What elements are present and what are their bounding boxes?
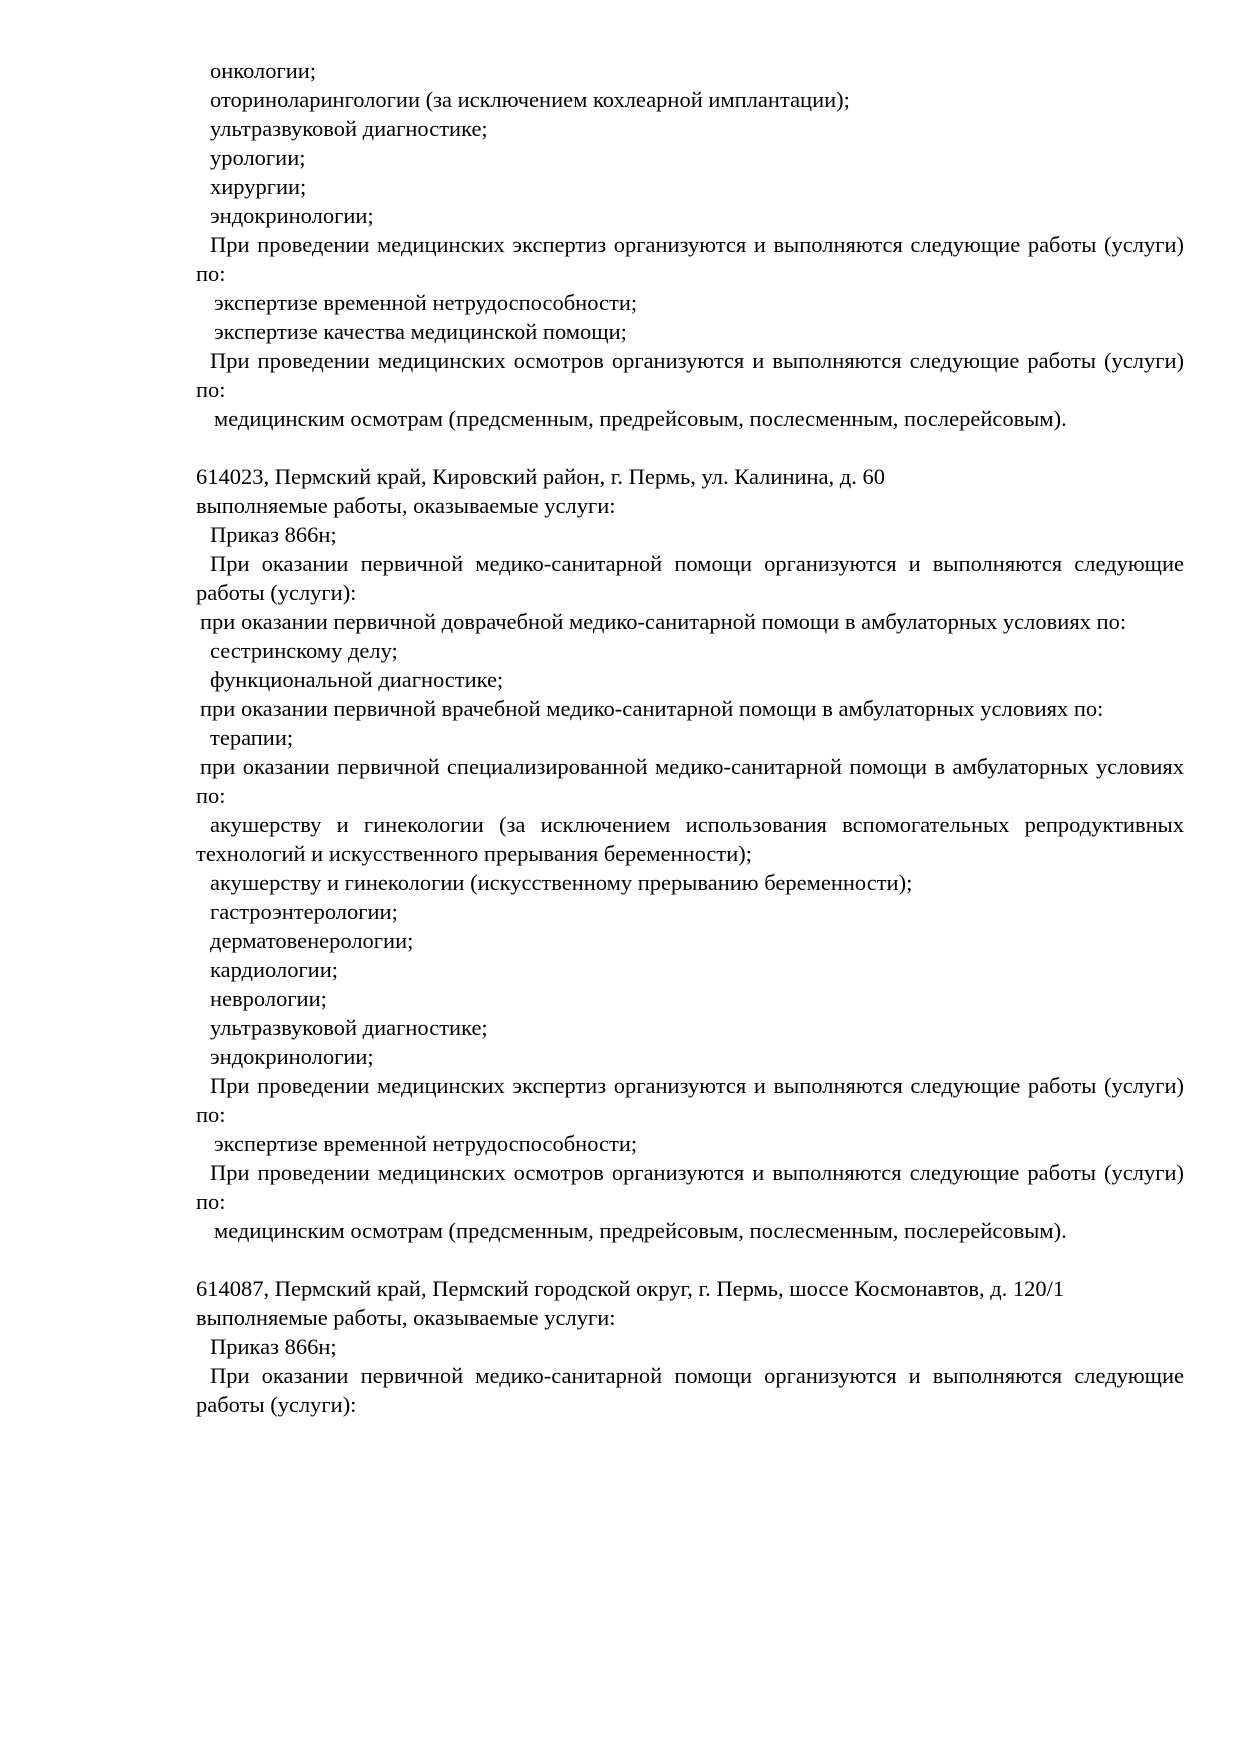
service-group-heading: при оказании первичной врачебной медико-санитарной помощи в амбулаторных условиях по: xyxy=(200,696,1104,721)
service-item: акушерству и гинекологии (за исключением использования вспомогательных репродуктивных технологий и искусственного прерывания беременности); xyxy=(196,812,1184,866)
address-line: 614087, Пермский край, Пермский городской округ, г. Пермь, шоссе Космонавтов, д. 120/1 xyxy=(196,1276,1065,1301)
service-item: эндокринологии; xyxy=(210,203,374,228)
service-item: ультразвуковой диагностике; xyxy=(210,1015,488,1040)
section-paragraph: При оказании первичной медико-санитарной помощи организуются и выполняются следующие работы (услуги): xyxy=(196,1363,1184,1417)
blank-line xyxy=(196,1245,1184,1274)
service-subitem: медицинским осмотрам (предсменным, предрейсовым, послесменным, послерейсовым). xyxy=(214,406,1067,431)
service-item: терапии; xyxy=(210,725,294,750)
service-item: кардиологии; xyxy=(210,957,339,982)
service-group-heading: при оказании первичной доврачебной медико-санитарной помощи в амбулаторных условиях по: xyxy=(200,609,1127,634)
service-subitem: экспертизе временной нетрудоспособности; xyxy=(214,1131,638,1156)
blank-line xyxy=(196,433,1184,462)
service-subitem: экспертизе временной нетрудоспособности; xyxy=(214,290,638,315)
service-item: онкологии; xyxy=(210,58,317,83)
section-paragraph: При проведении медицинских экспертиз организуются и выполняются следующие работы (услуги) по: xyxy=(196,232,1184,286)
service-item: функциональной диагностике; xyxy=(210,667,504,692)
section-paragraph: При проведении медицинских осмотров организуются и выполняются следующие работы (услуги) по: xyxy=(196,1160,1184,1214)
address-line: 614023, Пермский край, Кировский район, г. Пермь, ул. Калинина, д. 60 xyxy=(196,464,885,489)
service-item: хирургии; xyxy=(210,174,307,199)
service-item: ультразвуковой диагностике; xyxy=(210,116,488,141)
service-item: акушерству и гинекологии (искусственному прерыванию беременности); xyxy=(210,870,913,895)
service-item: оториноларингологии (за исключением кохлеарной имплантации); xyxy=(210,87,850,112)
service-item: неврологии; xyxy=(210,986,327,1011)
service-item: дерматовенерологии; xyxy=(210,928,414,953)
order-reference-line: Приказ 866н; xyxy=(210,522,337,547)
service-subitem: экспертизе качества медицинской помощи; xyxy=(214,319,627,344)
service-item: сестринскому делу; xyxy=(210,638,398,663)
works-services-label: выполняемые работы, оказываемые услуги: xyxy=(196,1305,616,1330)
service-group-heading: при оказании первичной специализированной медико-санитарной помощи в амбулаторных условиях по: xyxy=(196,754,1184,808)
document-body xyxy=(196,56,1184,1419)
service-item: урологии; xyxy=(210,145,306,170)
section-paragraph: При оказании первичной медико-санитарной помощи организуются и выполняются следующие работы (услуги): xyxy=(196,551,1184,605)
order-reference-line: Приказ 866н; xyxy=(210,1334,337,1359)
section-paragraph: При проведении медицинских экспертиз организуются и выполняются следующие работы (услуги) по: xyxy=(196,1073,1184,1127)
service-item: гастроэнтерологии; xyxy=(210,899,398,924)
service-item: эндокринологии; xyxy=(210,1044,374,1069)
section-paragraph: При проведении медицинских осмотров организуются и выполняются следующие работы (услуги) по: xyxy=(196,348,1184,402)
works-services-label: выполняемые работы, оказываемые услуги: xyxy=(196,493,616,518)
service-subitem: медицинским осмотрам (предсменным, предрейсовым, послесменным, послерейсовым). xyxy=(214,1218,1067,1243)
